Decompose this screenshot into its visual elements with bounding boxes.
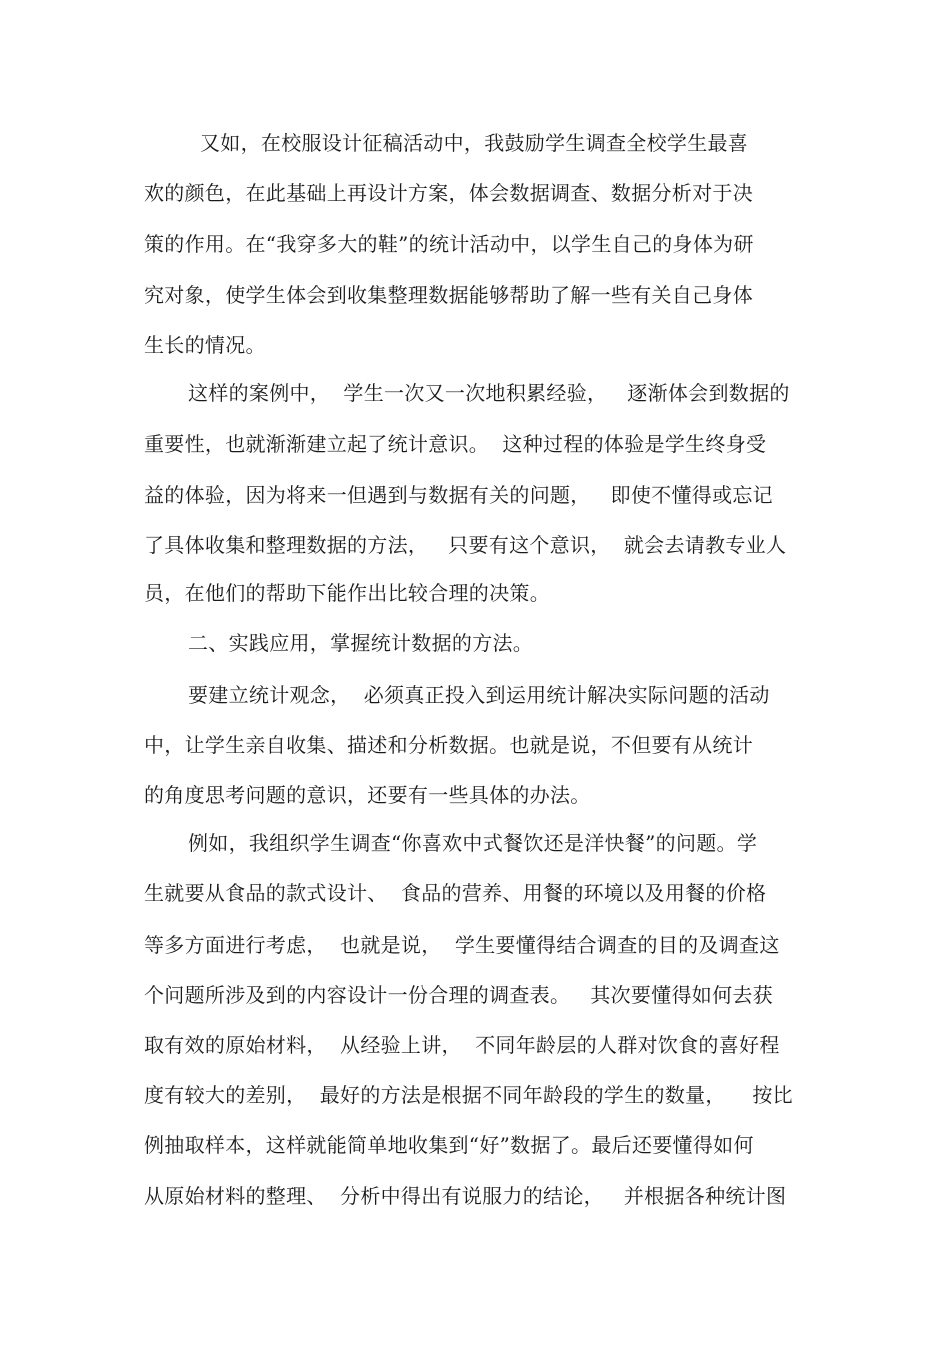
text-line: 例如，我组织学生调查“你喜欢中式餐饮还是洋快餐”的问题。学 (188, 831, 758, 855)
text-line: 究对象，使学生体会到收集整理数据能够帮助了解一些有关自己身体 (144, 283, 753, 307)
text-line: 了具体收集和整理数据的方法， 只要有这个意识， 就会去请教专业人 (144, 533, 787, 557)
text-line: 重要性，也就渐渐建立起了统计意识。 这种过程的体验是学生终身受 (144, 432, 767, 456)
text-line: 又如，在校服设计征稿活动中，我鼓励学生调查全校学生最喜 (200, 131, 749, 155)
section-heading: 二、实践应用，掌握统计数据的方法。 (188, 631, 534, 655)
text-line: 生长的情况。 (144, 333, 266, 357)
text-line: 策的作用。在“我穿多大的鞋”的统计活动中，以学生自己的身体为研 (144, 232, 754, 256)
text-line: 这样的案例中， 学生一次又一次地积累经验， 逐渐体会到数据的 (188, 381, 790, 405)
text-line: 生就要从食品的款式设计、 食品的营养、用餐的环境以及用餐的价格 (144, 881, 767, 905)
text-line: 等多方面进行考虑， 也就是说， 学生要懂得结合调查的目的及调查这 (144, 933, 780, 957)
text-line: 益的体验，因为将来一但遇到与数据有关的问题， 即使不懂得或忘记 (144, 483, 773, 507)
text-line: 的角度思考问题的意识，还要有一些具体的办法。 (144, 783, 591, 807)
text-line: 中，让学生亲自收集、描述和分析数据。也就是说，不但要有从统计 (144, 733, 753, 757)
text-line: 度有较大的差别， 最好的方法是根据不同年龄段的学生的数量， 按比 (144, 1083, 793, 1107)
text-line: 个问题所涉及到的内容设计一份合理的调查表。 其次要懂得如何去获 (144, 983, 773, 1007)
text-line: 员，在他们的帮助下能作出比较合理的决策。 (144, 581, 550, 605)
text-line: 例抽取样本，这样就能简单地收集到“好”数据了。最后还要懂得如何 (144, 1133, 754, 1157)
text-line: 欢的颜色，在此基础上再设计方案，体会数据调查、数据分析对于决 (144, 181, 753, 205)
text-line: 从原始材料的整理、 分析中得出有说服力的结论， 并根据各种统计图 (144, 1184, 787, 1208)
text-line: 要建立统计观念， 必须真正投入到运用统计解决实际问题的活动 (188, 683, 770, 707)
text-line: 取有效的原始材料， 从经验上讲， 不同年龄层的人群对饮食的喜好程 (144, 1033, 780, 1057)
